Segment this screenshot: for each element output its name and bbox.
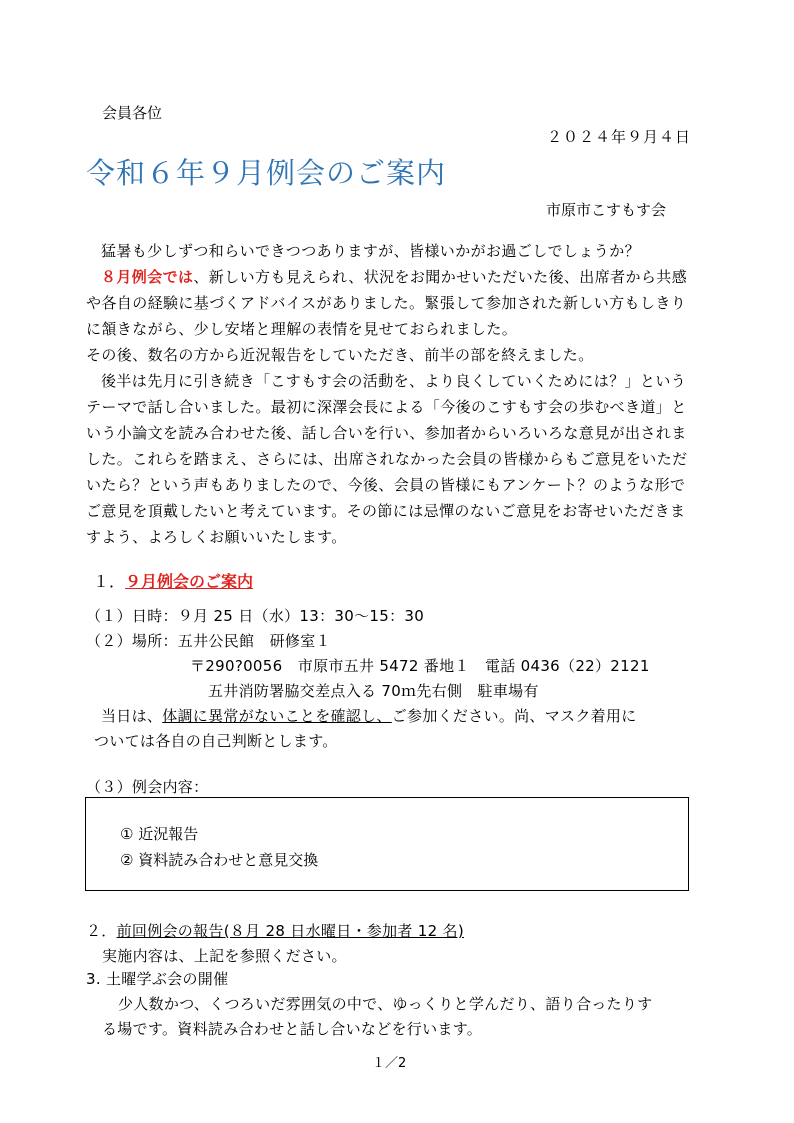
meeting-place: （２）場所：五井公民館 研修室１ [86,632,331,650]
notice-prefix: 当日は、 [101,707,163,725]
meeting-notice-line-2: ついては各自の自己判断とします。 [94,732,338,750]
meeting-address: 〒290?0056 市原市五井 5472 番地１ 電話 0436（22）2121 [190,657,650,675]
section-1-label: ９月例会のご案内 [125,572,254,591]
intro-paragraph-2-text: 、新しい方も見えられ、状況をお聞かせいただいた後、出席者から共感や各自の経験に基づくアドバイスがありました。緊張して参加された新しい方もしきりに頷きながら、少し安堵と理解の表情を見せておられました。 [86,268,688,338]
section-2-heading [86,920,464,941]
intro-paragraph-3: その後、数名の方から近況報告をしていただき、前半の部を終えました。 [86,346,594,364]
contents-item-2: ② 資料読み合わせと意見交換 [120,851,319,869]
addressee: 会員各位 [102,104,163,122]
section-2-label: 前回例会の報告 [116,922,224,940]
section-3-line-2: る場です。資料読み合わせと話し合いなどを行います。 [102,1020,483,1038]
notice-suffix: ご参加ください。尚、マスク着用に [391,707,637,725]
intro-paragraph-1: 猛暑も少しずつ和らいできつつありますが、皆様いかがお過ごしでしょうか？ [101,242,641,260]
meeting-contents-box [85,797,689,891]
letter-date: ２０２４年９月４日 [546,128,691,146]
intro-paragraph-2 [86,264,696,342]
meeting-contents-label: （３）例会内容： [86,778,209,796]
section-1-number: １． [93,572,126,591]
meeting-access: 五井消防署脇交差点入る 70ｍ先右側 駐車場有 [208,682,539,700]
section-3-heading: 3. 土曜学ぶ会の開催 [86,970,229,988]
page-title: 令和６年９月例会のご案内 [86,156,447,190]
section-2-text: 実施内容は、上記を参照ください。 [102,947,347,965]
organization-name: 市原市こすもす会 [546,201,667,219]
intro-text [86,238,696,550]
august-meeting-highlight: ８月例会では [101,268,194,286]
meeting-notice [101,705,637,726]
section-2-number: ２． [86,922,117,940]
intro-paragraph-4: 後半は先月に引き続き「こすもす会の活動を、より良くしていくためには？」というテーマで話し合いました。最初に深澤会長による「今後のこすもす会の歩むべき道」という小論文を読み合わせた後、話し合いを行い、参加者からいろいろな意見が出されました。これらを踏まえ、さらには、出席されなかった会員の皆様からもご意見をいただいたら？という声もありましたので、今後、会員の皆様にもアンケート？のような形でご意見を頂戴したいと考えています。その節には忌憚のないご意見をお寄せいただきますよう、よろしくお願いいたします。 [86,372,688,546]
page-number: １／2 [372,1056,407,1071]
notice-underlined: 体調に異常がないことを確認し、 [162,707,392,725]
section-2-detail: (８月 28 日水曜日・参加者 12 名) [223,922,464,940]
section-3-line-1: 少人数かつ、くつろいだ雰囲気の中で、ゆっくりと学んだり、語り合ったりす [118,995,653,1013]
contents-item-1: ① 近況報告 [120,825,199,843]
section-1-heading [93,569,253,592]
meeting-datetime: （１）日時：９月 25 日（水）13：30〜15：30 [86,607,425,625]
